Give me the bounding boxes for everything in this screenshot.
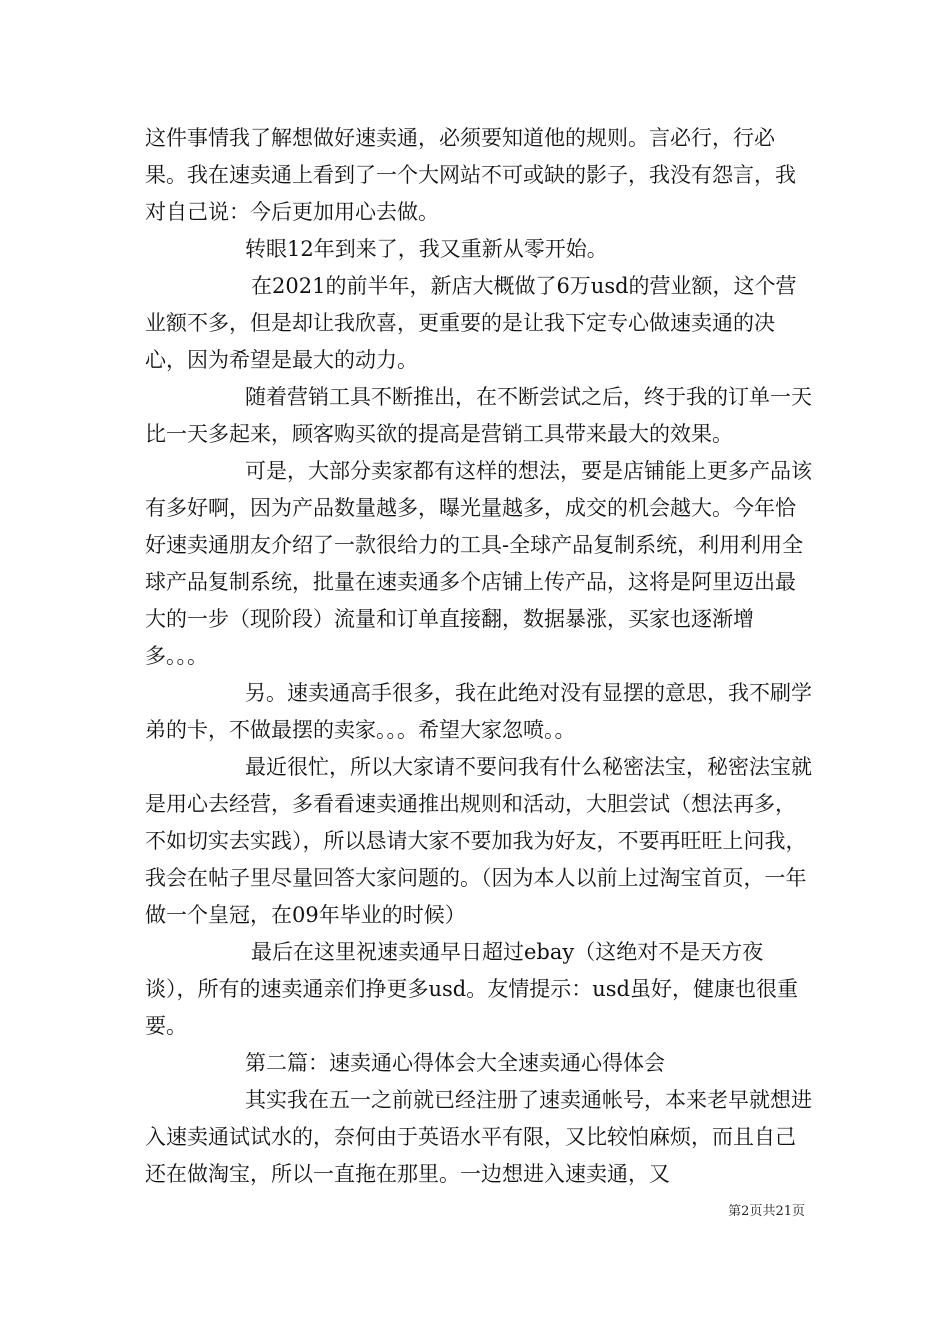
paragraph-5: 可是，大部分卖家都有这样的想法，要是店铺能上更多产品该有多好啊，因为产品数量越多，曝光量越多，成交的机会越大。今年恰好速卖通朋友介绍了一款很给力的工具-全球产品复制系统，利用利用全球产品复制系统，批量在速卖通多个店铺上传产品，这将是阿里迈出最大的一步（现阶段）流量和订单直接翻，数据暴涨，买家也逐渐增多。。。 [145, 459, 812, 668]
section-heading: 第二篇：速卖通心得体会大全速卖通心得体会 [245, 1051, 665, 1075]
paragraph-2: 转眼12年到来了，我又重新从零开始。 [245, 237, 608, 261]
paragraph-4: 随着营销工具不断推出，在不断尝试之后，终于我的订单一天比一天多起来，顾客购买欲的提高是营销工具带来最大的效果。 [145, 385, 812, 446]
paragraph-7: 最近很忙，所以大家请不要问我有什么秘密法宝，秘密法宝就是用心去经营，多看看速卖通推出规则和活动，大胆尝试（想法再多，不如切实去实践），所以恳请大家不要加我为好友，不要再旺旺上问我，我会在帖子里尽量回答大家问题的。（因为本人以前上过淘宝首页，一年做一个皇冠，在09年毕业的时候） [145, 755, 812, 927]
paragraph-3: 在2021的前半年，新店大概做了6万usd的营业额，这个营业额不多，但是却让我欣喜，更重要的是让我下定专心做速卖通的决心，因为希望是最大的动力。 [145, 274, 797, 372]
paragraph-1: 这件事情我了解想做好速卖通，必须要知道他的规则。言必行，行必果。我在速卖通上看到了一个大网站不可或缺的影子，我没有怨言，我对自己说：今后更加用心去做。 [145, 126, 796, 224]
paragraph-8: 最后在这里祝速卖通早日超过ebay（这绝对不是天方夜谈），所有的速卖通亲们挣更多usd。友情提示：usd虽好，健康也很重要。 [145, 940, 798, 1038]
page-number-footer: 第2页共21页 [728, 1204, 805, 1219]
paragraph-9: 其实我在五一之前就已经注册了速卖通帐号，本来老早就想进入速卖通试试水的，奈何由于英语水平有限，又比较怕麻烦，而且自己还在做淘宝，所以一直拖在那里。一边想进入速卖通，又 [145, 1088, 812, 1186]
document-body [145, 120, 815, 1193]
paragraph-6: 另。速卖通高手很多，我在此绝对没有显摆的意思，我不刷学弟的卡，不做最摆的卖家。。。希望大家忽喷。。 [145, 681, 812, 742]
